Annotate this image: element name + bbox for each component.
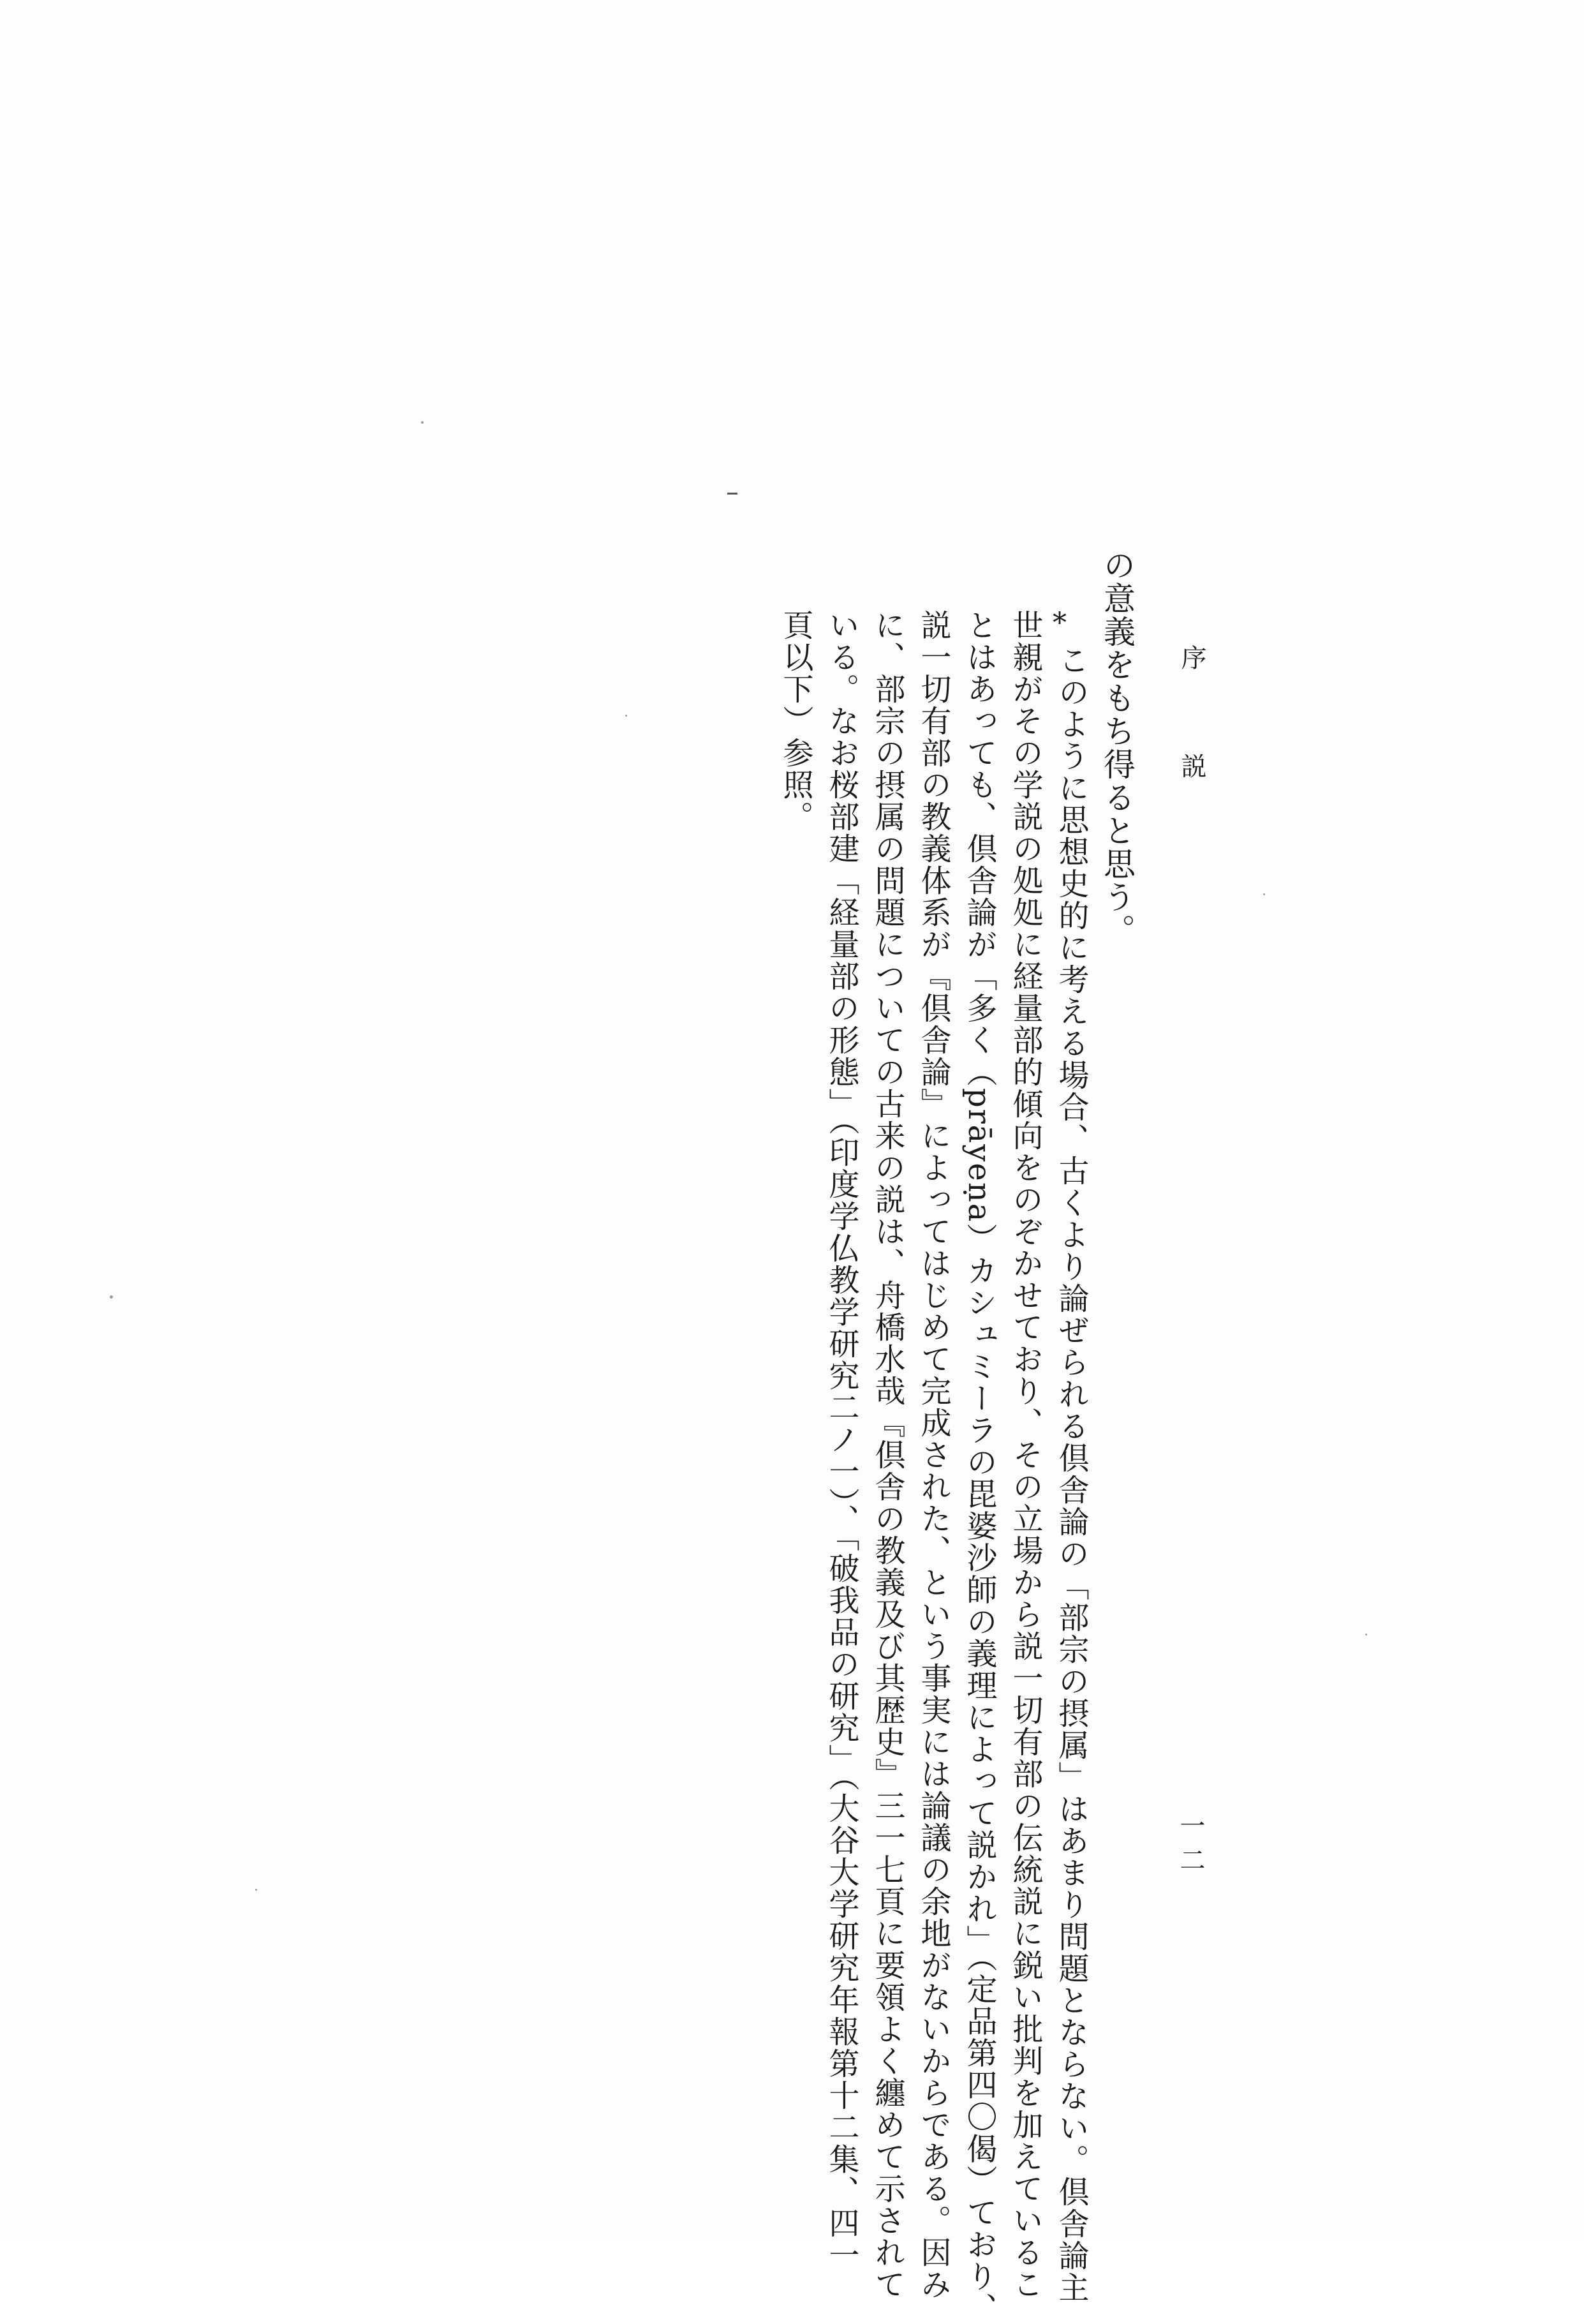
footnote-marker: * [1053, 607, 1067, 639]
scan-speck [1263, 893, 1265, 895]
running-title: 序説 [1177, 644, 1206, 861]
footnote-line-5: に、部宗の摂属の問題についての古来の説は、舟橋水哉『倶舎の教義及び其歴史』三一七頁に要領よく纏めて示されて [870, 609, 905, 2300]
footnote-line-3: とはあっても、倶舎論が「多く（prāyeṇa）カシュミーラの毘婆沙師の義理によって説かれ」（定品第四〇偈）ており、 [961, 609, 997, 2324]
scan-speck [110, 1295, 113, 1299]
body-text-line: の意義をもち得ると思う。 [1099, 549, 1136, 947]
footnote-line-1: このように思想史的に考える場合、古くより論ぜられる倶舎論の「部宗の摂属」はあまり問題とならない。倶舎論主 [1053, 644, 1089, 2304]
footnote-line-2: 世親がその学説の処処に経量部的傾向をのぞかせており、その立場から説一切有部の伝統説に鋭い批判を加えているこ [1007, 609, 1043, 2300]
scan-speck [255, 1889, 257, 1891]
scan-artifact-dash [727, 493, 737, 495]
scan-speck [625, 715, 627, 717]
page-number: 一二 [1176, 1812, 1205, 1881]
footnote-line-7: 頁以下）参照。 [778, 609, 813, 833]
footnote-line-6: いる。なお桜部建「経量部の形態」（印度学仏教学研究二ノ一）、「破我品の研究」（大谷大学研究年報第十二集、四一 [824, 609, 859, 2271]
footnote-line-4: 説一切有部の教義体系が『倶舎論』によってはじめて完成された、という事実には論議の余地がないからである。因み [915, 609, 951, 2300]
scan-speck [421, 421, 424, 424]
scan-speck [1365, 1634, 1367, 1635]
